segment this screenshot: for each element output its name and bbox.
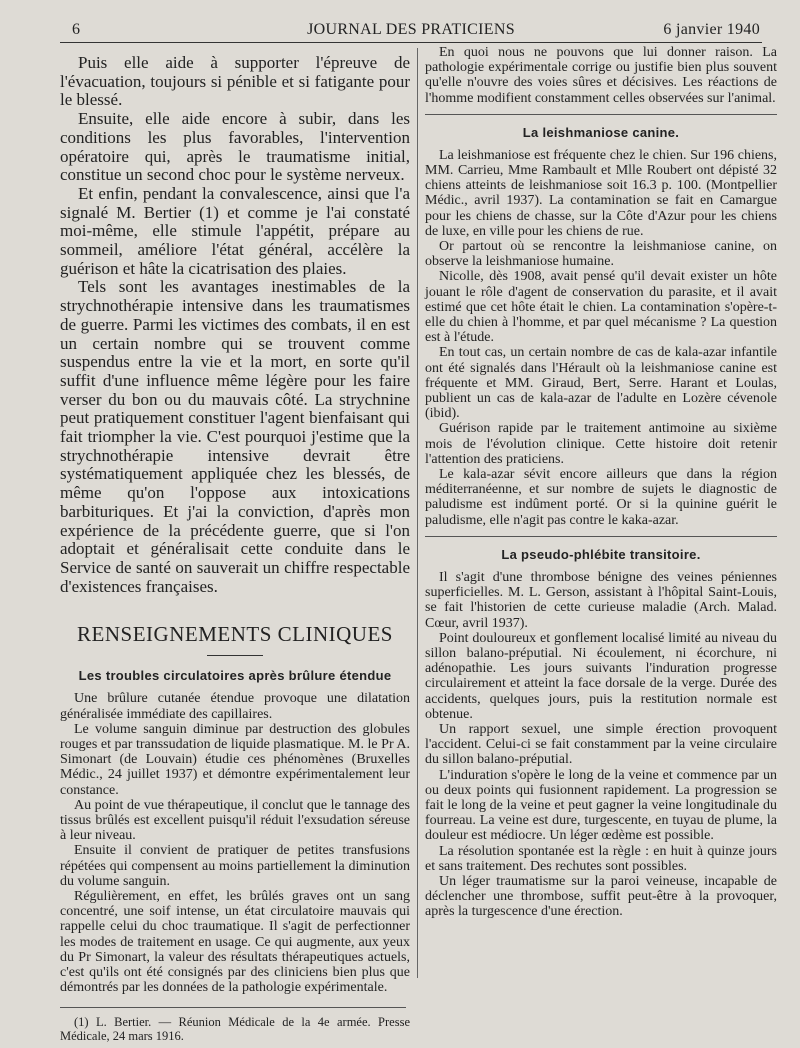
section-title: RENSEIGNEMENTS CLINIQUES [77,622,393,647]
footnote-text: (1) L. Bertier. — Réunion Médicale de la 4e armée. Presse Médicale, 24 mars 1916. [60,1015,410,1043]
paragraph: Une brûlure cutanée étendue provoque une dilatation généralisée immédiate des capillaires. [60,691,410,722]
page-number: 6 [72,21,81,38]
title-rule [207,655,263,656]
paragraph: Au point de vue thérapeutique, il conclut que le tannage des tissus brûlés est excellent puisqu'il réduit l'exsudation séreuse à leur niveau. [60,797,410,844]
burns-article [60,691,410,995]
paragraph: Ensuite il convient de pratiquer de petites transfusions répétées qui compensent au moins partiellement la diminution du volume sanguin. [60,843,410,889]
paragraph: En tout cas, un certain nombre de cas de kala-azar infantile ont été signalés dans l'Hérault où la leishmaniose canine est fréquente et MM. Giraud, Bert, Serre. Harant et Loulas, publient un cas de kala-azar de l'adulte en Lozère cévenole (ibid). [425,345,777,422]
article-divider [425,536,777,537]
paragraph: En quoi nous ne pouvons que lui donner raison. La pathologie expérimentale corrige ou justifie bien plus souvent qu'elle n'ouvre des voies sûres et décisives. Les réactions de l'homme modifient constamment celles observées sur l'animal. [425,45,777,106]
paragraph: Nicolle, dès 1908, avait pensé qu'il devait exister un hôte jouant le rôle d'agent de conservation du parasite, et il avait estimé que cet hôte était le chien. La contamination s'opère-t-elle du chien à l'homme, et par quel mécanisme ? La question est à l'étude. [425,269,777,346]
paragraph: Le volume sanguin diminue par destruction des globules rouges et par transsudation de liquide plasmatique. M. le Pr A. Simonart (de Louvain) étudie ces phénomènes (Bruxelles Médic., 24 juillet 1937) et démontre expérimentalement leur constance. [60,721,410,798]
paragraph: Tels sont les avantages inestimables de la strychnothérapie intensive dans les traumatismes de guerre. Parmi les victimes des combats, il en est un certain nombre qui se trouvent comme suspendus entre la vie et la mort, en sorte qu'il suffit d'une influence même légère pour les faire verser du bon ou du mauvais côté. La strychnine peut pratiquement constituer l'agent bienfaisant qui fait triompher la vie. C'est pourquoi j'estime que la strychnothérapie intensive devrait être systématiquement appliquée chez les blessés, de même qu'on l'oppose aux intoxications barbituriques. Et j'ai la conviction, d'après mon expérience de la précédente guerre, que si l'on adoptait et généralisait cette conduite dans le Service de santé on sauverait un chiffre respectable d'existences françaises. [60,277,410,596]
burns-article-continued [425,45,777,106]
article-title: La leishmaniose canine. [522,124,680,140]
journal-title: JOURNAL DES PRATICIENS [307,21,515,38]
article-title: Les troubles circulatoires après brûlure étendue [78,668,392,684]
paragraph: Régulièrement, en effet, les brûlés graves ont un sang concentré, une soif intense, un état circulatoire mauvais qui rappelle celui du choc traumatique. Il s'agit de perfectionner les modes de traitement en usage. Ce qui augmente, aux yeux du Pr Simonart, la valeur des résultats thérapeutiques actuels, c'est qu'ils ont été consignés par des cliniciens bien plus que démontrés par les données de la pathologie expérimentale. [60,889,410,996]
article-title: La pseudo-phlébite transitoire. [501,546,701,562]
article-divider [425,114,777,115]
paragraph: L'induration s'opère le long de la veine et commence par un ou deux points qui fusionnent rapidement. La progression se fait le long de la veine et peut gagner la veine longitudinale du fourreau. La veine est dure, turgescente, en tuyau de plume, la douleur est médiocre. Un léger œdème est possible. [425,767,777,844]
paragraph: Ensuite, elle aide encore à subir, dans les conditions les plus favorables, l'intervention opératoire qui, après le traumatisme initial, constitue un second choc pour le système nerveux. [60,109,410,185]
paragraph: La résolution spontanée est la règle : en huit à quinze jours et sans traitement. Des rechutes sont possibles. [425,843,777,874]
column-divider [417,48,418,978]
paragraph: Guérison rapide par le traitement antimoine au sixième mois de l'évolution clinique. Cette histoire doit retenir l'attention des praticiens. [425,421,777,467]
paragraph: La leishmaniose est fréquente chez le chien. Sur 196 chiens, MM. Carrieu, Mme Rambault et Mlle Roubert ont dépisté 32 chiens atteints de leishmaniose soit 16.3 p. 100. (Montpellier Médic., avril 1937). La contamination se fait en Camargue pour les chiens de chasse, sur la Côte d'Azur pour les chiens de luxe, en ville pour les chiens de rue. [425,147,777,239]
right-column [425,45,777,920]
paragraph: Un rapport sexuel, une simple érection provoquent l'accident. Celui-ci se fait constamment par la veine circulaire du sillon balano-préputial. [425,721,777,768]
paragraph: Puis elle aide à supporter l'épreuve de l'évacuation, toujours si pénible et si fatigante pour le blessé. [60,53,410,110]
leishmaniasis-article [425,148,777,528]
footnote-rule [60,1007,406,1008]
paragraph: Or partout où se rencontre la leishmaniose canine, on observe la leishmaniose humaine. [425,239,777,270]
paragraph: Point douloureux et gonflement localisé limité au niveau du sillon balano-préputial. Ni écoulement, ni écorchure, ni adénopathie. Les jours suivants l'induration progresse circulairement et atteint la face dorsale de la verge. Durée des accidents, quelques jours, puis la restitution normale est obtenue. [425,630,777,722]
paragraph: Et enfin, pendant la convalescence, ainsi que l'a signalé M. Bertier (1) et comme je l'ai constaté moi-même, elle stimule l'appétit, prépare au sommeil, améliore l'état général, accélère la guérison et hâte la cicatrisation des plaies. [60,183,410,278]
issue-date: 6 janvier 1940 [663,21,760,38]
pseudo-phlebitis-article [425,570,777,920]
page-header [60,20,762,43]
paragraph: Il s'agit d'une thrombose bénigne des veines péniennes superficielles. M. L. Gerson, assistant à l'hôpital Saint-Louis, se fait l'historien de cette curieuse maladie (Arch. Malad. Cœur, avril 1937). [425,569,777,631]
left-column [60,54,410,1043]
paragraph: Le kala-azar sévit encore ailleurs que dans la région méditerranéenne, et sur nombre de sujets le diagnostic de paludisme est indûment porté. Or si la quinine guérit le paludisme, elle n'agit pas contre le kaka-azar. [425,467,777,528]
paragraph: Un léger traumatisme sur la paroi veineuse, incapable de déclencher une thrombose, suffit peut-être à la provoquer, après la turgescence d'une érection. [425,873,777,920]
footnote [60,1016,410,1043]
strychnotherapy-article-end [60,54,410,596]
